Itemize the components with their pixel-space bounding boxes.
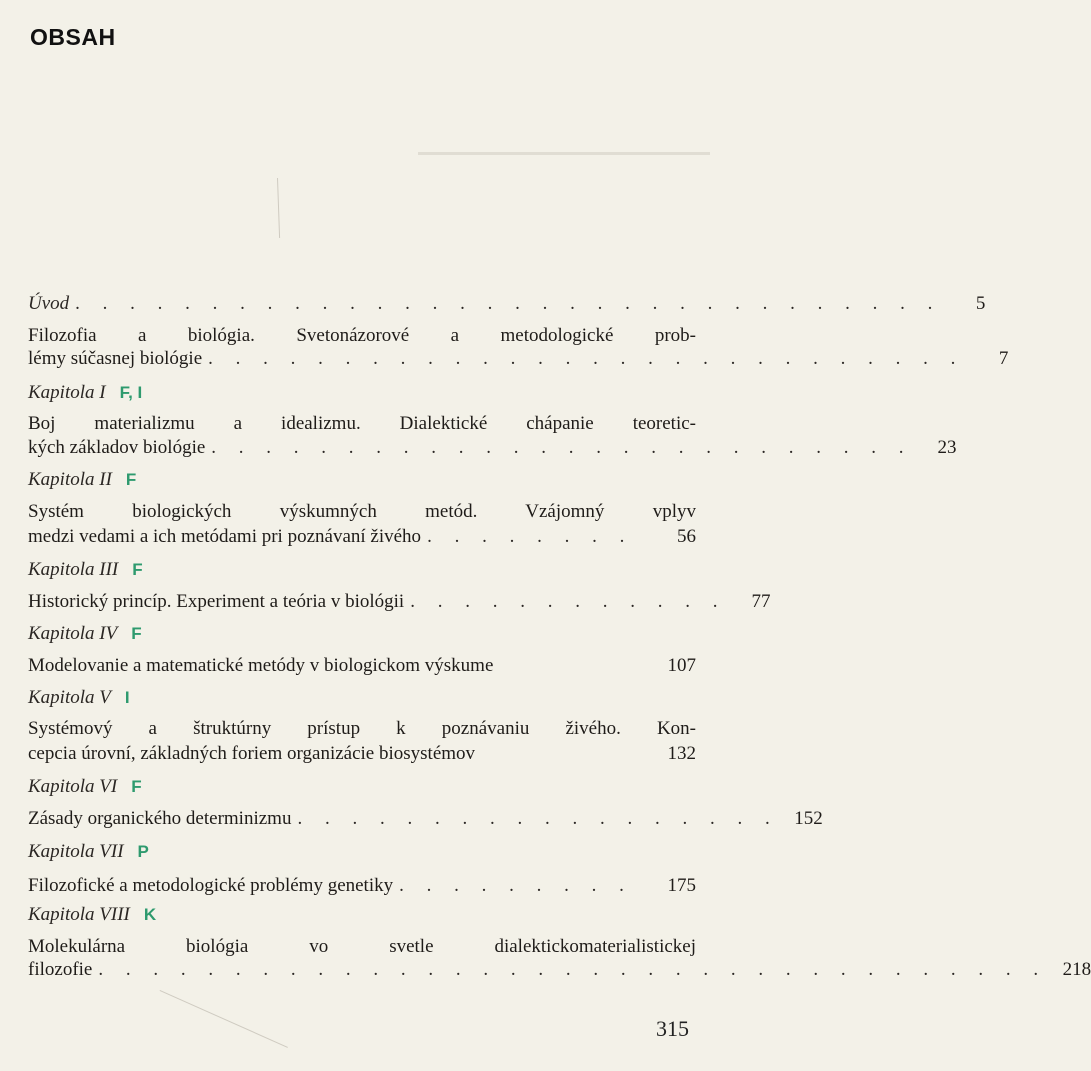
leader-dots: . . . . . . . . . . . . . . . . . . . . . . . . . . (211, 437, 913, 458)
chapter-label-4 (28, 622, 696, 646)
handwritten-mark: F, I (119, 383, 143, 402)
chapter-label-2 (28, 468, 696, 492)
chapter-label-6 (28, 775, 696, 799)
toc-entry-intro[interactable] (28, 324, 696, 348)
entry-title-line2: cepcia úrovní, základných foriem organizácie biosystémov (28, 743, 476, 764)
leader-dots: . . . . . . . . . . . . . . . . . . . . . . . . . . . . . . . . . . . (98, 959, 1048, 980)
chapter-label: Kapitola VIII (28, 904, 130, 925)
entry-title: Úvod (28, 293, 70, 314)
page-number: 175 (667, 875, 696, 896)
page-number: 23 (937, 437, 957, 458)
handwritten-mark: K (143, 905, 157, 924)
toc-entry-ch2[interactable] (28, 500, 696, 524)
toc-entry-ch8[interactable] (28, 935, 696, 959)
paper-scratch (160, 990, 288, 1048)
page-number: 218 (1062, 959, 1091, 980)
chapter-label: Kapitola II (28, 469, 112, 490)
page-number: 56 (677, 526, 696, 547)
page-title: OBSAH (30, 24, 116, 50)
entry-title: Filozofické a metodologické problémy genetiky (28, 875, 394, 896)
entry-title-line2: filozofie (28, 959, 93, 980)
entry-title: Historický princíp. Experiment a teória v biológii (28, 591, 405, 612)
page-number: 152 (794, 808, 823, 829)
handwritten-mark: F (125, 470, 137, 489)
ghost-rule (418, 152, 710, 155)
toc-entry-ch5-cont[interactable] (28, 742, 696, 766)
handwritten-mark: F (131, 777, 142, 796)
entry-title-line1: Systémový a štruktúrny prístup k poznávaniu živého. Kon- (28, 718, 696, 739)
entry-title-line1: Filozofia a biológia. Svetonázorové a metodologické prob- (28, 325, 696, 346)
entry-title-line2: kých základov biológie (28, 437, 206, 458)
chapter-label: Kapitola VII (28, 841, 124, 862)
handwritten-mark: I (124, 688, 130, 707)
leader-dots: . . . . . . . . . (399, 875, 633, 896)
page-folio: 315 (656, 1016, 689, 1041)
leader-dots: . . . . . . . . . . . . . . . . . . (297, 808, 779, 829)
toc-entry-ch4[interactable] (28, 654, 696, 678)
entry-title-line2: lémy súčasnej biológie (28, 348, 203, 369)
page-number: 77 (751, 591, 771, 612)
toc-entry-ch3[interactable] (28, 590, 771, 614)
handwritten-mark: F (131, 624, 142, 643)
page-number: 7 (998, 348, 1009, 369)
page-number: 107 (667, 655, 696, 676)
handwritten-mark: F (132, 560, 143, 579)
toc-entry-intro-cont[interactable] (28, 347, 1009, 371)
toc-entry-uvod[interactable] (28, 292, 986, 316)
toc-entry-ch1-cont[interactable] (28, 436, 957, 460)
toc-entry-ch7[interactable] (28, 874, 696, 898)
entry-title: Zásady organického determinizmu (28, 808, 292, 829)
chapter-label-3 (28, 558, 696, 582)
chapter-label-5 (28, 686, 696, 710)
chapter-label: Kapitola IV (28, 623, 118, 644)
toc-entry-ch1[interactable] (28, 412, 696, 436)
toc-entry-ch8-cont[interactable] (28, 958, 1091, 982)
chapter-label: Kapitola V (28, 687, 111, 708)
leader-dots: . . . . . . . . (427, 526, 634, 547)
chapter-label-8 (28, 903, 696, 927)
entry-title-line2: medzi vedami a ich metódami pri poznávaní živého (28, 526, 422, 547)
entry-title-line1: Molekulárna biológia vo svetle dialektickomaterialistickej (28, 936, 696, 957)
paper-scratch (277, 178, 280, 238)
entry-title-line1: Systém biologických výskumných metód. Vzájomný vplyv (28, 501, 696, 522)
handwritten-mark: P (137, 842, 149, 861)
chapter-label: Kapitola III (28, 559, 119, 580)
leader-dots: . . . . . . . . . . . . . . . . . . . . . . . . . . . . . . . . (75, 293, 942, 314)
chapter-label: Kapitola VI (28, 776, 118, 797)
chapter-label-1 (28, 381, 696, 405)
toc-entry-ch6[interactable] (28, 807, 823, 831)
leader-dots: . . . . . . . . . . . . . . . . . . . . . . . . . . . . (208, 348, 965, 369)
chapter-label: Kapitola I (28, 382, 106, 403)
toc-entry-ch5[interactable] (28, 717, 696, 741)
page-number: 132 (667, 743, 696, 764)
page-number: 5 (975, 293, 986, 314)
leader-dots: . . . . . . . . . . . . (410, 591, 727, 612)
entry-title-line1: Boj materializmu a idealizmu. Dialektické chápanie teoretic- (28, 413, 696, 434)
toc-entry-ch2-cont[interactable] (28, 525, 696, 549)
chapter-label-7 (28, 840, 696, 864)
entry-title: Modelovanie a matematické metódy v biologickom výskume (28, 655, 494, 676)
